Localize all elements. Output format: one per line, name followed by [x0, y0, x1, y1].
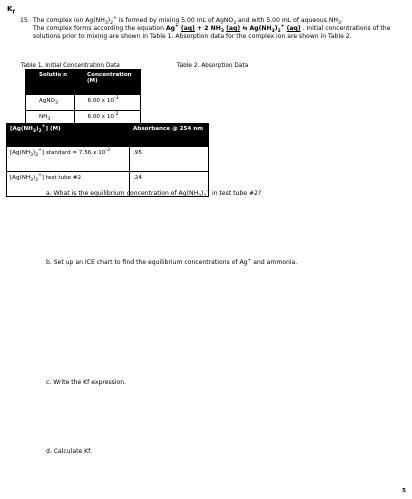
- table1-solute: $NH_3$: [26, 111, 75, 127]
- table1-caption: Table 1. Initial Concentration Data: [21, 63, 120, 69]
- subquestion-b: b. Set up an ICE chart to find the equilibrium concentrations of Ag+ and ammonia.: [46, 257, 298, 266]
- table2-absorbance: .24: [130, 172, 209, 197]
- table1-header-concentration: Concentration (M): [74, 70, 141, 95]
- table1-header-solution: Solutio n: [26, 70, 75, 95]
- table2-sample: $[Ag(NH_3)_2^+]$ test tube #2: [7, 172, 130, 197]
- subquestion-a: a. What is the equilibrium concentration of $Ag(NH_3)_2^+$ in test tube #2?: [46, 188, 262, 200]
- concentration-table: [25, 69, 141, 127]
- table1-solute: AgNO$_3$: [26, 95, 75, 111]
- subquestion-d: d. Calculate Kf.: [46, 448, 92, 455]
- absorption-table: [6, 123, 209, 197]
- table-row: [7, 147, 209, 172]
- question-text: The complex ion $Ag(NH_3)_2^+$ is formed by mixing 5.00 mL of AgNO$_3$ and with 5.00 mL of aqueous $NH_3$. The complex forms according the equation Ag+ (aq) + 2 $NH_3$ (aq) ⇆ $Ag(NH_3)_2^+$ (aq) . Initial concentrations of the solutions prior to mixing are shown in Table 1. Absorption data for the complex ion are shown in Table 2.: [33, 15, 391, 41]
- table2-header-complex: $[Ag(NH_3)_2^+]$ (M): [7, 124, 130, 147]
- table2-absorbance: .95: [130, 147, 209, 172]
- table2-caption: Table 2. Absorption Data: [177, 63, 249, 69]
- question-15: [20, 17, 405, 42]
- table2-header-absorbance: Absorbance @ 254 nm: [130, 124, 209, 147]
- table1-concentration: 6.00 x $10^{-3}$: [74, 95, 141, 111]
- subquestion-c: c. Write the Kf expression.: [46, 379, 127, 386]
- reaction-equation: Ag+ (aq) + 2 $NH_3$ (aq) ⇆ $Ag(NH_3)_2^+$ (aq): [165, 24, 301, 35]
- table2-sample: $[Ag(NH_3)_2^+]$ standard = 7.56 x $10^{-3}$: [7, 147, 130, 172]
- page-number: 5: [402, 488, 406, 494]
- table1-concentration: 6.00 x $10^{-2}$: [74, 111, 141, 127]
- table-row: [26, 95, 141, 111]
- kf-heading: $K_f$: [7, 5, 15, 16]
- question-number: 15.: [20, 17, 30, 24]
